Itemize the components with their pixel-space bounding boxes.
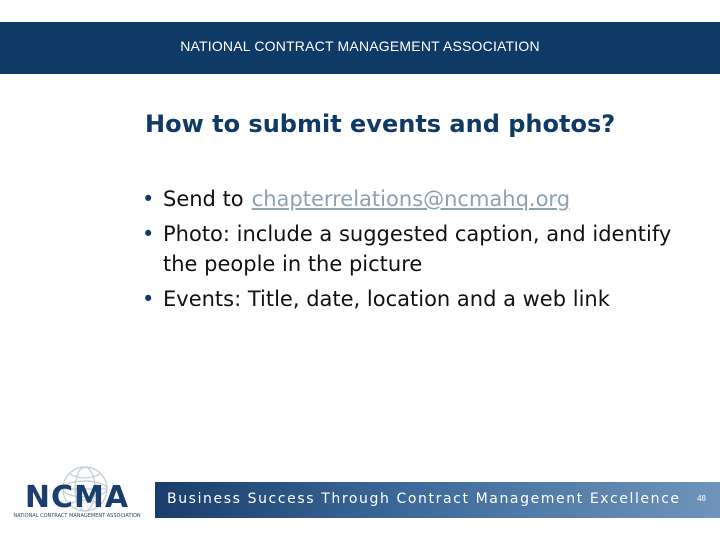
ncma-logo [10, 462, 150, 522]
page-number: 48 [697, 494, 706, 503]
header-bar [0, 22, 720, 74]
bullet-photo: • Photo: include a suggested caption, and identify the people in the picture [142, 219, 712, 279]
bullet-list [142, 184, 712, 319]
footer-bar [155, 482, 720, 518]
bullet-send [142, 184, 712, 214]
tagline: Business Success Through Contract Management Excellence [167, 491, 681, 507]
send-prefix: Send to [163, 187, 244, 211]
logo-subtext: NATIONAL CONTRACT MANAGEMENT ASSOCIATION [13, 513, 141, 519]
header-title: NATIONAL CONTRACT MANAGEMENT ASSOCIATION [180, 38, 540, 54]
bullet-events: • Events: Title, date, location and a web link [142, 284, 712, 314]
slide-title: How to submit events and photos? [145, 110, 616, 138]
email-link[interactable]: chapterrelations@ncmahq.org [251, 187, 571, 211]
logo-text: NCMA [24, 480, 130, 515]
